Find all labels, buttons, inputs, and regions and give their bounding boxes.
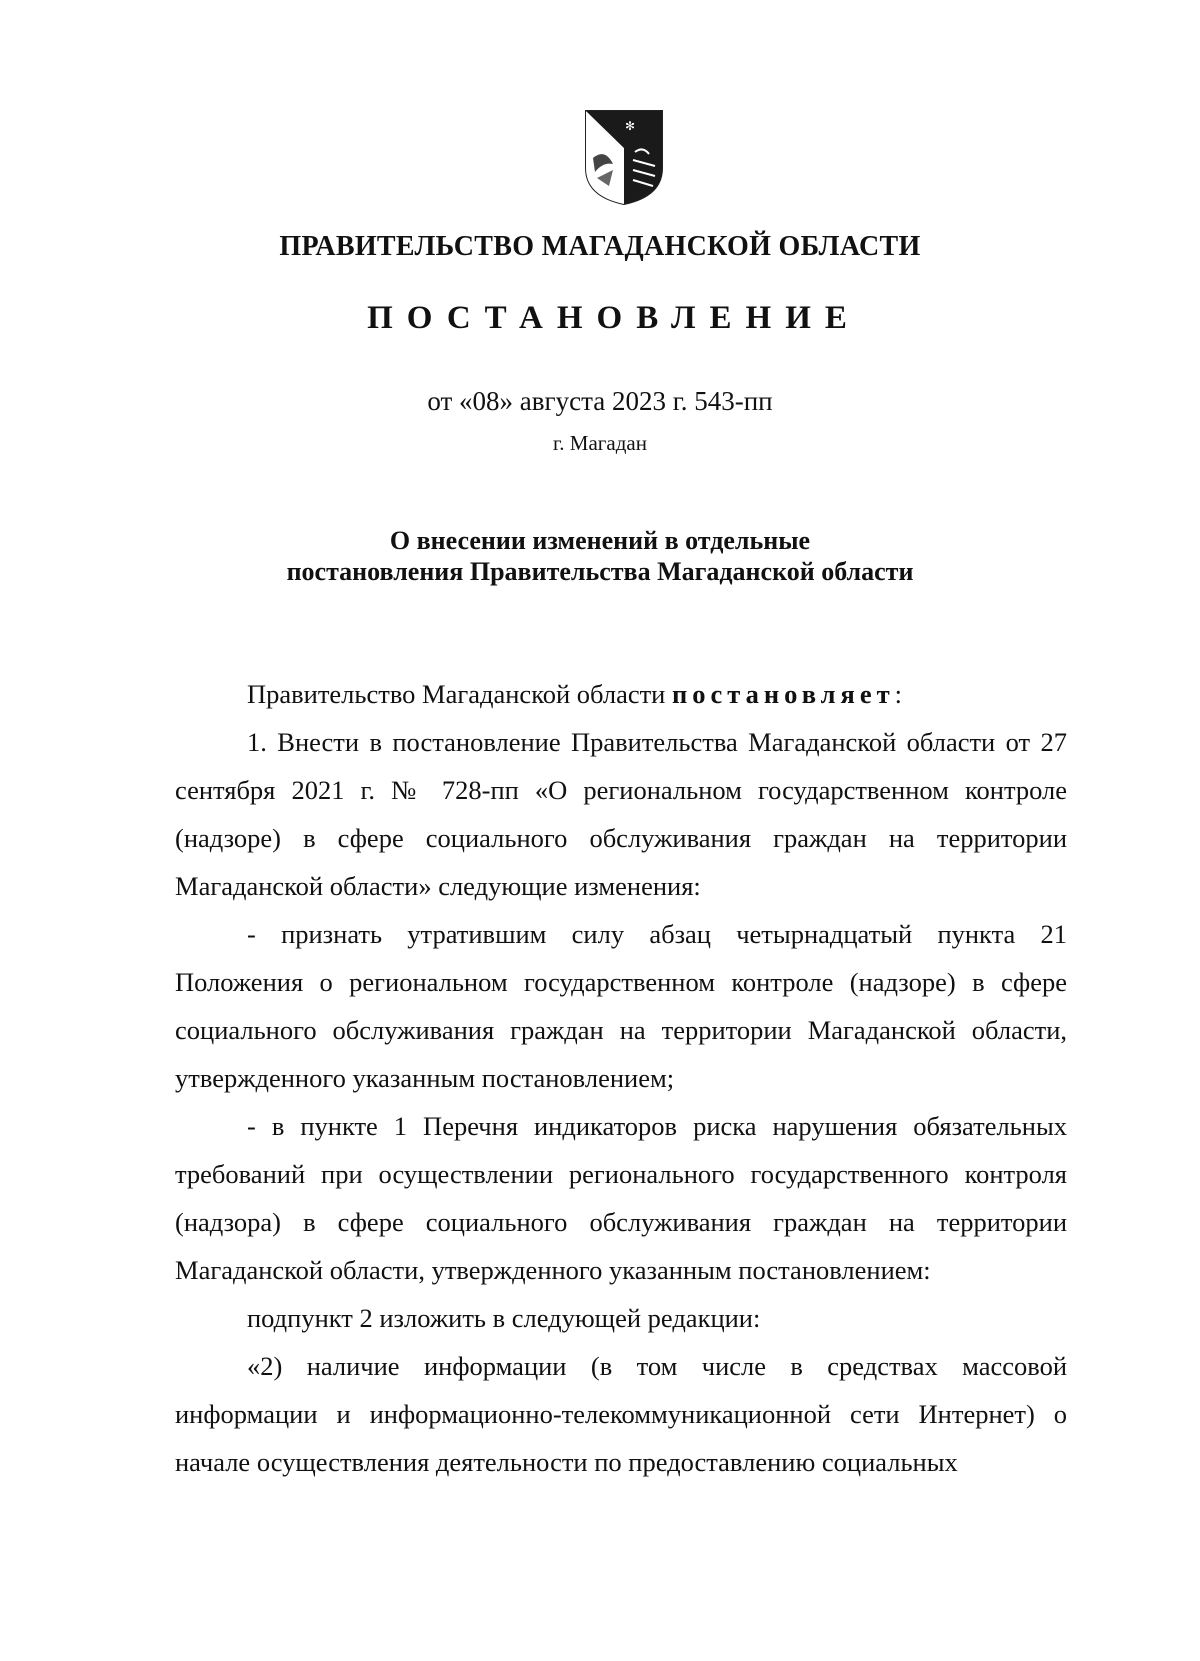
intro-decree-word: постановляет	[671, 679, 895, 709]
document-title-line-2: постановления Правительства Магаданской области	[286, 557, 914, 586]
paragraph-4: подпункт 2 изложить в следующей редакции:	[247, 1303, 761, 1333]
document-title-line-1: О внесении изменений в отдельные	[389, 526, 811, 555]
document-date-number: от «08» августа 2023 г. 543-пп	[427, 386, 773, 416]
government-name: ПРАВИТЕЛЬСТВО МАГАДАНСКОЙ ОБЛАСТИ	[279, 231, 921, 262]
intro-prefix: Правительство Магаданской области	[247, 679, 672, 709]
paragraph-5: «2) наличие информации (в том числе в средствах массовой информации и информационно-телекоммуникационной сети Интернет) о начале осуществления деятельности по предоставлению социальных	[175, 1351, 1067, 1477]
paragraph-3: - в пункте 1 Перечня индикаторов риска нарушения обязательных требований при осуществлении регионального государственного контроля (надзора) в сфере социального обслуживания граждан на территории Магаданской области, утвержденного указанным постановлением:	[175, 1111, 1067, 1285]
document-city: г. Магадан	[553, 431, 647, 455]
intro-suffix: :	[894, 679, 903, 709]
document-title	[0, 525, 1200, 587]
coat-of-arms-icon	[583, 108, 665, 206]
paragraph-1: 1. Внести в постановление Правительства Магаданской области от 27 сентября 2021 г. № 728-пп «О региональном государственном контроле (надзоре) в сфере социального обслуживания граждан на территории Магаданской области» следующие изменения:	[175, 727, 1067, 901]
document-type: ПОСТАНОВЛЕНИЕ	[367, 300, 861, 336]
intro-paragraph	[175, 670, 1067, 718]
paragraph-2: - признать утратившим силу абзац четырнадцатый пункта 21 Положения о региональном государственном контроле (надзоре) в сфере социального обслуживания граждан на территории Магаданской области, утвержденного указанным постановлением;	[175, 919, 1067, 1093]
svg-text:✻: ✻	[625, 119, 636, 133]
document-body	[175, 670, 1067, 1486]
